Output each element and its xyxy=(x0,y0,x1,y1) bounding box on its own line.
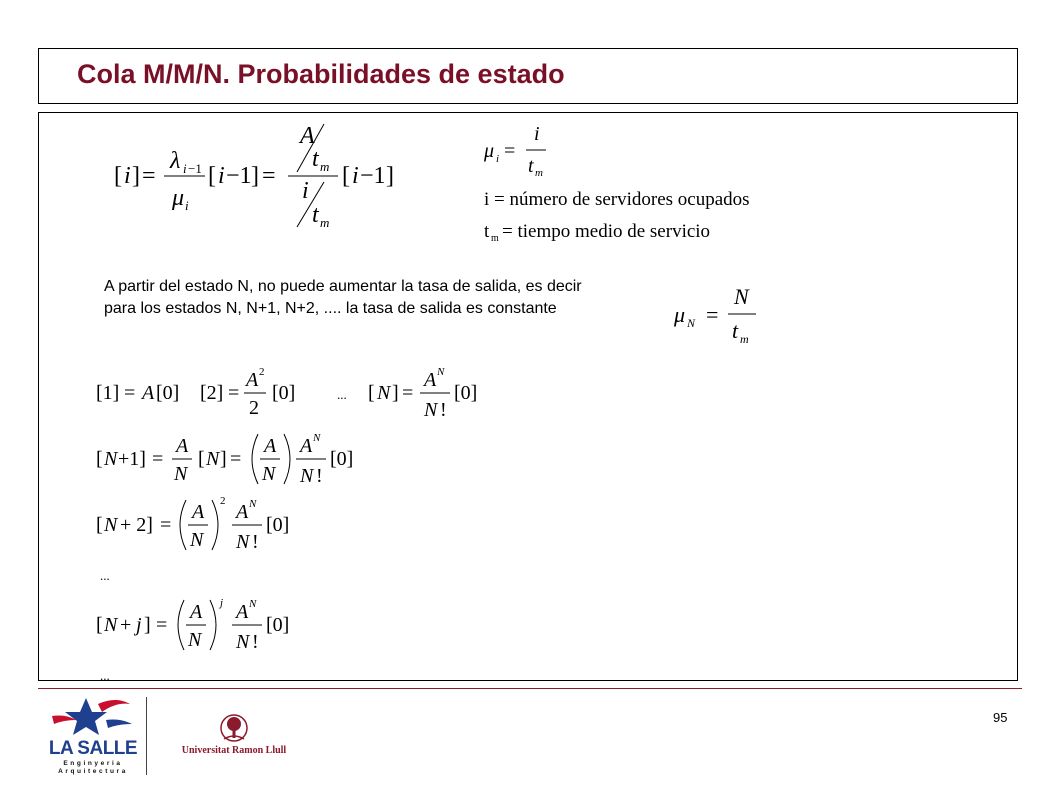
svg-text:i: i xyxy=(496,153,500,165)
svg-text:A: A xyxy=(264,435,277,457)
svg-text:i: i xyxy=(124,163,131,189)
svg-text:t: t xyxy=(732,318,739,343)
svg-text:A: A xyxy=(190,601,203,623)
formula-ratio xyxy=(110,118,410,233)
svg-text:A: A xyxy=(192,501,205,523)
svg-text:2: 2 xyxy=(259,366,265,378)
svg-text:[: [ xyxy=(198,448,205,470)
svg-text:+: + xyxy=(120,614,132,636)
svg-text:N: N xyxy=(188,629,202,651)
svg-text:[0]: [0] xyxy=(266,514,290,536)
svg-text:]: ] xyxy=(132,163,140,189)
svg-text:A: A xyxy=(142,382,155,404)
definition-i-text: i = número de servidores ocupados xyxy=(484,189,750,210)
star-icon xyxy=(46,694,138,740)
slide-title: Cola M/M/N. Probabilidades de estado xyxy=(77,59,565,89)
svg-text:N: N xyxy=(734,284,749,309)
svg-text:[0]: [0] xyxy=(156,382,180,404)
svg-text:[: [ xyxy=(114,163,122,189)
svg-text:t: t xyxy=(484,221,490,242)
svg-text:]: ] xyxy=(220,448,227,470)
svg-text:=: = xyxy=(142,163,156,189)
formula-states-1-2-n xyxy=(94,362,494,424)
svg-text:N: N xyxy=(236,631,250,653)
svg-text:N: N xyxy=(262,463,276,485)
svg-text:=: = xyxy=(402,382,414,404)
svg-text:[: [ xyxy=(96,614,103,636)
svg-text:μ: μ xyxy=(484,140,495,162)
svg-text:[2]: [2] xyxy=(200,382,224,404)
svg-text:N: N xyxy=(437,366,445,378)
svg-text:N: N xyxy=(687,316,696,330)
svg-text:N: N xyxy=(313,432,321,444)
ellipsis-inline: ... xyxy=(337,387,347,402)
svg-text:−1: −1 xyxy=(188,161,202,176)
svg-text:[0]: [0] xyxy=(266,614,290,636)
svg-text:i: i xyxy=(183,161,187,176)
svg-text:i: i xyxy=(352,163,359,189)
svg-text:m: m xyxy=(491,233,499,244)
explanation-paragraph: A partir del estado N, no puede aumentar la tasa de salida, es decir para los estados N, N+1, N+2, .... la tasa de salida es constante xyxy=(104,278,582,317)
page-number: 95 xyxy=(993,710,1008,725)
definition-tm xyxy=(482,216,782,246)
svg-text:[0]: [0] xyxy=(330,448,354,470)
svg-text:=: = xyxy=(156,614,168,636)
definition-tm-text: = tiempo medio de servicio xyxy=(502,221,711,242)
svg-text:N: N xyxy=(206,448,220,470)
svg-text:=: = xyxy=(262,163,276,189)
svg-text:=: = xyxy=(504,140,516,162)
svg-text:μ: μ xyxy=(674,302,686,327)
footer-rule xyxy=(38,688,1022,689)
svg-text:μ: μ xyxy=(172,185,185,211)
svg-text:=: = xyxy=(124,382,136,404)
url-name: Universitat Ramon Llull xyxy=(181,745,287,756)
svg-text:A: A xyxy=(300,435,313,457)
svg-text:N: N xyxy=(236,531,250,553)
svg-text:!: ! xyxy=(252,531,259,553)
svg-text:A: A xyxy=(176,435,189,457)
svg-text:m: m xyxy=(320,215,330,230)
svg-text:[: [ xyxy=(368,382,375,404)
svg-text:=: = xyxy=(152,448,164,470)
ellipsis-end: ... xyxy=(100,668,110,683)
svg-text:]: ] xyxy=(392,382,399,404)
tree-emblem-icon xyxy=(162,714,306,744)
lasalle-line1: Enginyeria xyxy=(63,760,123,767)
svg-text:−1: −1 xyxy=(360,163,386,189)
svg-text:i: i xyxy=(218,163,225,189)
svg-text:j: j xyxy=(220,597,224,609)
svg-text:j: j xyxy=(136,614,142,636)
svg-text:[0]: [0] xyxy=(272,382,296,404)
svg-text:λ: λ xyxy=(170,148,181,174)
svg-text:=: = xyxy=(706,302,719,327)
svg-text:!: ! xyxy=(316,465,323,487)
svg-text:i: i xyxy=(302,178,309,204)
svg-text:m: m xyxy=(320,159,330,174)
formula-mu-i xyxy=(482,120,562,182)
svg-text:A: A xyxy=(246,369,259,391)
ellipsis-mid: ... xyxy=(100,568,110,583)
svg-text:t: t xyxy=(528,155,534,177)
svg-text:[0]: [0] xyxy=(454,382,478,404)
svg-text:[: [ xyxy=(96,448,103,470)
svg-text:N: N xyxy=(104,614,118,636)
svg-text:!: ! xyxy=(440,399,447,421)
svg-text:N: N xyxy=(104,448,118,470)
svg-text:[1]: [1] xyxy=(96,382,120,404)
svg-text:N: N xyxy=(174,463,188,485)
svg-text:]: ] xyxy=(144,614,151,636)
formula-state-n-plus-2 xyxy=(94,494,314,556)
lasalle-logo xyxy=(46,694,138,776)
svg-text:i: i xyxy=(185,198,189,213)
svg-text:=: = xyxy=(230,448,242,470)
url-logo xyxy=(162,714,306,762)
svg-text:A: A xyxy=(300,123,315,149)
svg-text:=: = xyxy=(160,514,172,536)
svg-text:i: i xyxy=(534,123,540,145)
svg-text:2: 2 xyxy=(220,495,226,507)
svg-text:[: [ xyxy=(342,163,350,189)
svg-text:A: A xyxy=(236,501,249,523)
svg-text:[: [ xyxy=(96,514,103,536)
svg-text:t: t xyxy=(312,202,319,228)
title-box xyxy=(38,48,1018,104)
logo-divider xyxy=(146,697,147,775)
svg-text:]: ] xyxy=(251,163,259,189)
svg-text:A: A xyxy=(236,601,249,623)
svg-text:m: m xyxy=(535,167,543,179)
svg-text:A: A xyxy=(424,369,437,391)
svg-text:!: ! xyxy=(252,631,259,653)
svg-text:N: N xyxy=(104,514,118,536)
svg-text:N: N xyxy=(249,598,257,610)
svg-text:−1: −1 xyxy=(226,163,252,189)
formula-state-n-plus-1 xyxy=(94,428,374,490)
svg-text:+1]: +1] xyxy=(118,448,146,470)
svg-text:N: N xyxy=(190,529,204,551)
svg-text:N: N xyxy=(249,498,257,510)
svg-text:]: ] xyxy=(386,163,394,189)
svg-text:m: m xyxy=(740,332,749,346)
svg-text:N: N xyxy=(300,465,314,487)
lasalle-line2: Arquitectura xyxy=(58,768,128,775)
definition-i xyxy=(482,184,802,212)
svg-text:2: 2 xyxy=(249,397,259,419)
svg-text:[: [ xyxy=(208,163,216,189)
formula-state-n-plus-j xyxy=(94,594,314,656)
lasalle-name: LA SALLE xyxy=(48,738,138,759)
svg-text:t: t xyxy=(312,146,319,172)
svg-text:N: N xyxy=(377,382,391,404)
svg-text:+ 2]: + 2] xyxy=(120,514,153,536)
formula-mu-n xyxy=(672,280,772,350)
svg-text:N: N xyxy=(424,399,438,421)
svg-text:=: = xyxy=(228,382,240,404)
